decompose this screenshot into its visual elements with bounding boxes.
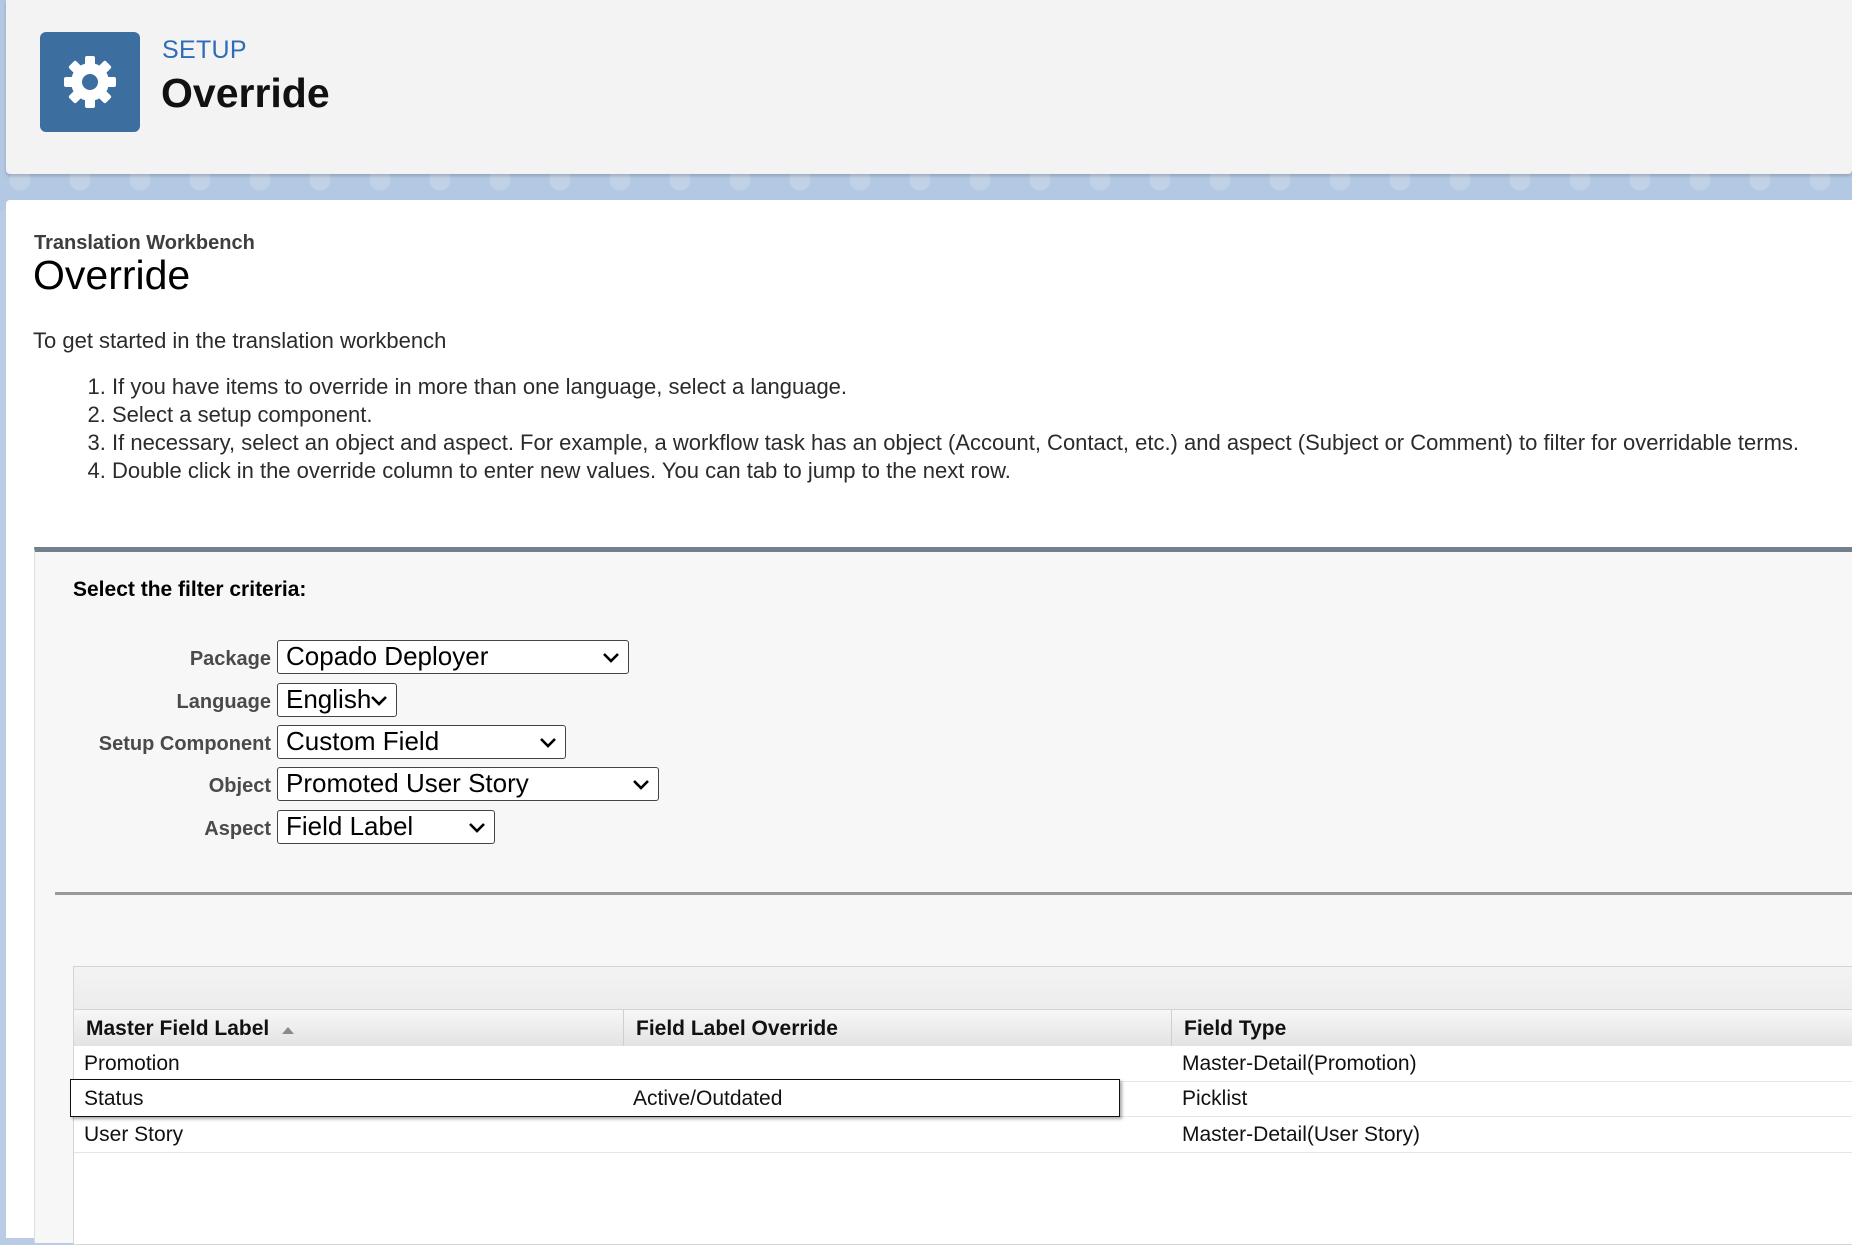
setup-header	[6, 0, 1852, 174]
master-field-label-cell: Promotion	[84, 1052, 180, 1075]
override-table	[73, 966, 1852, 1245]
step-item: 1. If you have items to override in more than one language, select a language.	[112, 373, 1852, 401]
chevron-down-icon	[602, 649, 620, 667]
object-label: Object	[208, 775, 271, 797]
setup-title: Override	[161, 70, 330, 116]
column-header-label: Field Type	[1184, 1017, 1287, 1040]
table-row[interactable]	[74, 1117, 1852, 1153]
sort-ascending-icon	[281, 1025, 295, 1035]
setup-component-label: Setup Component	[98, 733, 271, 755]
object-row	[35, 767, 271, 807]
aspect-value: Field Label	[286, 811, 414, 841]
language-label: Language	[176, 691, 271, 713]
field-type-cell: Picklist	[1182, 1087, 1248, 1110]
column-field-label-override[interactable]	[624, 1010, 1172, 1046]
column-master-field-label[interactable]	[74, 1010, 624, 1046]
filter-heading: Select the filter criteria:	[73, 578, 307, 601]
setup-component-value: Custom Field	[286, 726, 440, 756]
language-value: English	[286, 684, 372, 714]
page-title: Override	[33, 252, 191, 298]
language-row	[35, 683, 271, 723]
inline-edit-frame[interactable]	[70, 1079, 1120, 1117]
table-header	[74, 1010, 1852, 1046]
step-item: 3. If necessary, select an object and aspect. For example, a workflow task has an object (Account, Contact, etc.) and aspect (Subject or Comment) to filter for overridable terms.	[112, 429, 1852, 457]
setup-component-row	[35, 725, 271, 765]
main-panel	[6, 200, 1852, 1238]
filter-box	[34, 547, 1852, 1243]
table-row[interactable]	[74, 1081, 1852, 1117]
field-type-cell: Master-Detail(Promotion)	[1182, 1052, 1417, 1075]
column-field-type[interactable]	[1172, 1010, 1852, 1046]
gear-icon	[40, 32, 140, 132]
master-field-label-cell: Status	[84, 1087, 144, 1110]
object-value: Promoted User Story	[286, 768, 529, 798]
package-row	[35, 640, 271, 680]
field-type-cell: Master-Detail(User Story)	[1182, 1123, 1421, 1146]
aspect-row	[35, 810, 271, 850]
column-header-label: Master Field Label	[86, 1017, 270, 1040]
chevron-down-icon	[539, 734, 557, 752]
package-value: Copado Deployer	[286, 641, 489, 671]
setup-kicker: SETUP	[162, 36, 247, 64]
step-item: 4. Double click in the override column to enter new values. You can tab to jump to the next row.	[112, 457, 1852, 485]
aspect-select[interactable]	[277, 810, 495, 844]
breadcrumb[interactable]: Translation Workbench	[34, 232, 255, 254]
chevron-down-icon	[468, 819, 486, 837]
master-field-label-cell: User Story	[84, 1123, 184, 1146]
aspect-label: Aspect	[204, 818, 271, 840]
object-select[interactable]	[277, 767, 659, 801]
package-select[interactable]	[277, 640, 629, 674]
package-label: Package	[189, 648, 271, 670]
table-row[interactable]	[74, 1046, 1852, 1082]
column-header-label: Field Label Override	[636, 1017, 838, 1040]
chevron-down-icon	[632, 776, 650, 794]
filter-divider	[55, 892, 1852, 895]
field-label-override-cell[interactable]: Active/Outdated	[633, 1087, 783, 1110]
step-item: 2. Select a setup component.	[112, 401, 1852, 429]
table-toolbar	[74, 967, 1852, 1010]
instruction-steps	[62, 373, 1852, 485]
chevron-down-icon	[370, 692, 388, 710]
intro-text: To get started in the translation workbench	[33, 328, 447, 353]
language-select[interactable]	[277, 683, 397, 717]
setup-component-select[interactable]	[277, 725, 566, 759]
